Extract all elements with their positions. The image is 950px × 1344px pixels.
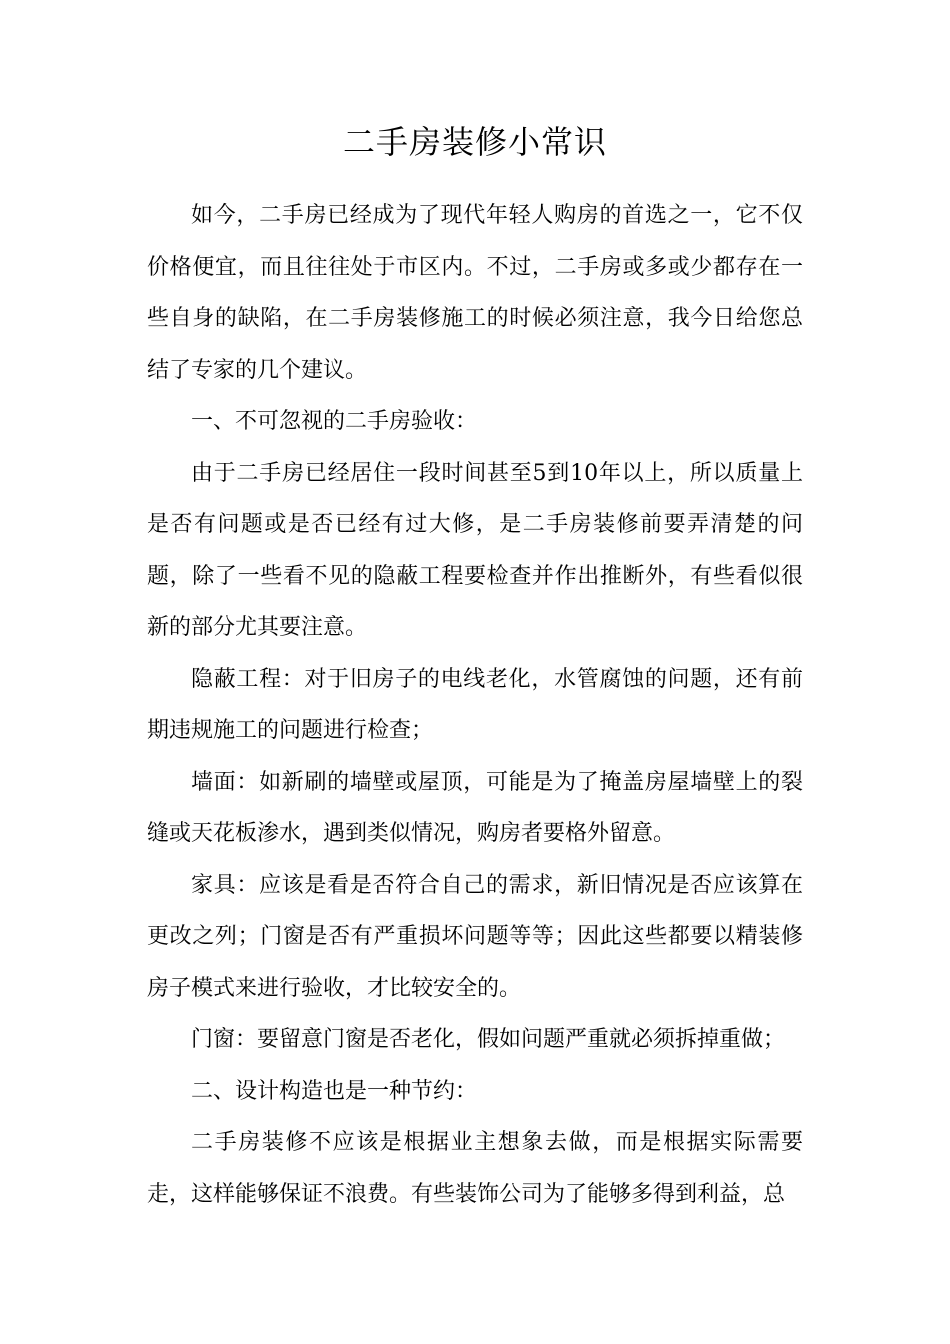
paragraph-design: 二手房装修不应该是根据业主想象去做，而是根据实际需要走，这样能够保证不浪费。有些装饰公司为了能够多得到利益，总 (147, 1130, 803, 1207)
paragraph-hidden-works: 隐蔽工程：对于旧房子的电线老化，水管腐蚀的问题，还有前期违规施工的问题进行检查； (147, 666, 803, 743)
paragraph-inspection: 由于二手房已经居住一段时间甚至5到10年以上，所以质量上是否有问题或是否已经有过大修，是二手房装修前要弄清楚的问题，除了一些看不见的隐蔽工程要检查并作出推断外，有些看似很新的部分尤其要注意。 (147, 460, 803, 640)
section-heading-design: 二、设计构造也是一种节约： (191, 1078, 478, 1104)
paragraph-furniture: 家具：应该是看是否符合自己的需求，新旧情况是否应该算在更改之列；门窗是否有严重损坏问题等等；因此这些都要以精装修房子模式来进行验收，才比较安全的。 (147, 872, 803, 1001)
document-title: 二手房装修小常识 (342, 123, 607, 161)
section-heading-inspection: 一、不可忽视的二手房验收： (191, 409, 478, 434)
document-body (147, 190, 803, 1220)
paragraph-intro: 如今，二手房已经成为了现代年轻人购房的首选之一，它不仅价格便宜，而且往往处于市区内。不过，二手房或多或少都存在一些自身的缺陷，在二手房装修施工的时候必须注意，我今日给您总结了专家的几个建议。 (147, 203, 803, 383)
paragraph-walls: 墙面：如新刷的墙壁或屋顶，可能是为了掩盖房屋墙壁上的裂缝或天花板渗水，遇到类似情况，购房者要格外留意。 (147, 769, 803, 846)
paragraph-doors-windows: 门窗：要留意门窗是否老化，假如问题严重就必须拆掉重做； (191, 1027, 786, 1052)
